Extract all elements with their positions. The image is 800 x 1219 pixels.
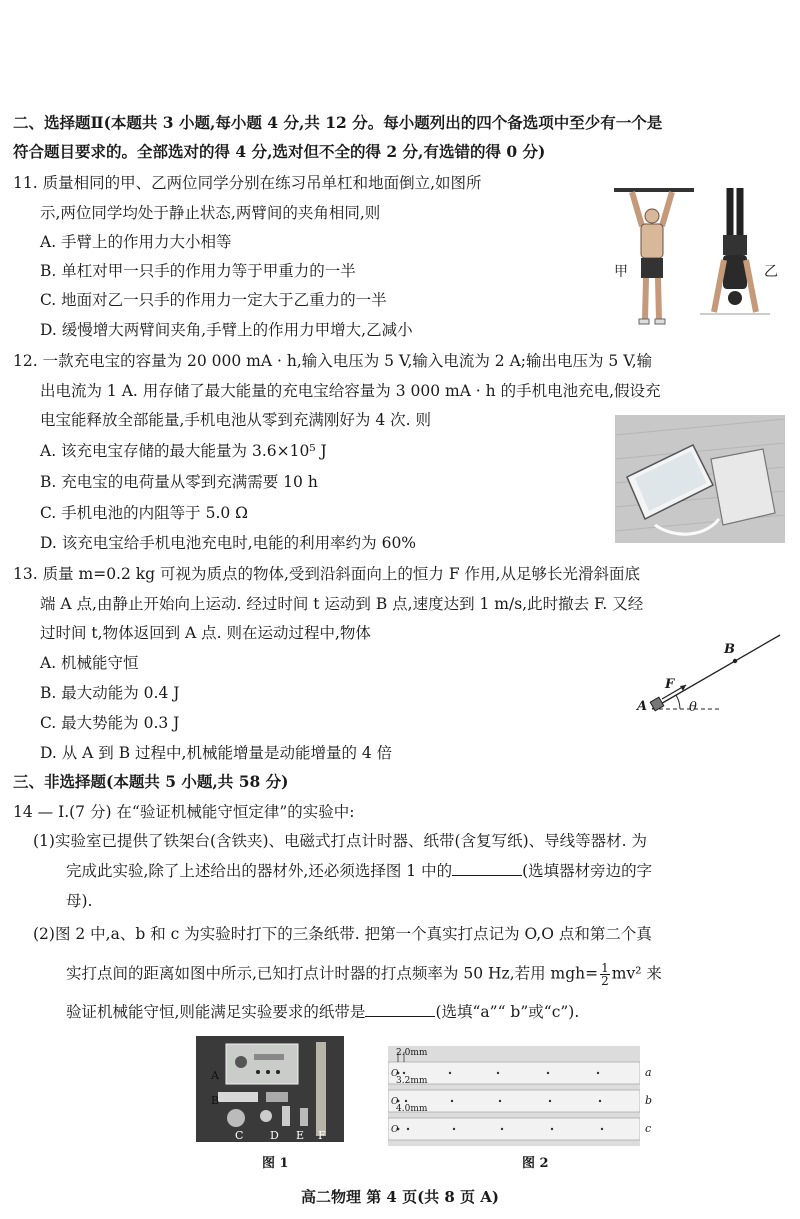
q12-option-b: B. 充电宝的电荷量从零到充满需要 10 h	[40, 473, 318, 491]
q13-fig-label-a: A	[637, 699, 648, 714]
q12-option-d: D. 该充电宝给手机电池充电时,电能的利用率约为 60%	[40, 534, 417, 552]
fig1-label-d: D	[270, 1129, 279, 1142]
q13-fig-label-b: B	[724, 642, 735, 657]
fraction-numerator: 1	[601, 961, 609, 975]
fig1-label-b: B	[211, 1094, 220, 1107]
q11-stem-line2: 示,两位同学均处于静止状态,两臂间的夹角相同,则	[40, 204, 381, 222]
fig1-label-f: F	[318, 1129, 326, 1142]
q13-stem-line2: 端 A 点,由静止开始向上运动. 经过时间 t 运动到 B 点,速度达到 1 m/s,此时撤去 F. 又经	[40, 595, 644, 613]
fig1-label-e: E	[296, 1129, 305, 1142]
q14-part2-line3-text-b: (选填“a”“ b”或“c”).	[435, 1003, 580, 1021]
q14-part1-line2-text-a: 完成此实验,除了上述给出的器材外,还必须选择图 1 中的	[66, 862, 453, 880]
q12-option-a: A. 该充电宝存储的最大能量为 3.6×10⁵ J	[40, 442, 327, 460]
fig2-tape-a-label: a	[645, 1066, 652, 1079]
fig2-tape-a-distance: 2.0mm	[396, 1048, 428, 1058]
q11-option-b: B. 单杠对甲一只手的作用力等于甲重力的一半	[40, 262, 356, 280]
q13-figure-incline	[630, 625, 790, 725]
q12-figure-powerbank-photo	[615, 415, 785, 543]
q12-stem-line2: 出电流为 1 A. 用存储了最大能量的充电宝给容量为 3 000 mA · h 的手机电池充电,假设充	[40, 382, 661, 400]
q11-stem-line1: 11. 质量相同的甲、乙两位同学分别在练习吊单杠和地面倒立,如图所	[13, 174, 482, 192]
q14-title: 14 — Ⅰ.(7 分) 在“验证机械能守恒定律”的实验中:	[13, 803, 355, 821]
fig2-origin-label-b: O	[391, 1097, 399, 1107]
fig1-label-a: A	[211, 1069, 219, 1082]
q14-part2-line2	[66, 962, 662, 987]
q14-part2-line3	[66, 1002, 579, 1022]
q14-part2-line3-text-a: 验证机械能守恒,则能满足实验要求的纸带是	[66, 1003, 366, 1021]
q14-part1-line2	[66, 861, 652, 881]
fig2-caption: 图 2	[522, 1156, 549, 1171]
fig2-tape-c-distance: 4.0mm	[396, 1104, 428, 1114]
q13-fig-label-theta: θ	[689, 700, 697, 715]
fig1-caption: 图 1	[262, 1156, 289, 1171]
q12-option-c: C. 手机电池的内阻等于 5.0 Ω	[40, 504, 249, 522]
q14-part1-line1: (1)实验室已提供了铁架台(含铁夹)、电磁式打点计时器、纸带(含复写纸)、导线等器材. 为	[33, 832, 648, 850]
q14-part2-line1: (2)图 2 中,a、b 和 c 为实验时打下的三条纸带. 把第一个真实打点记为 O,O 点和第二个真	[33, 925, 652, 943]
fig2-tape-c-label: c	[645, 1122, 652, 1135]
q13-fig-label-f: F	[665, 677, 675, 692]
q11-option-c: C. 地面对乙一只手的作用力一定大于乙重力的一半	[40, 291, 387, 309]
fig2-tape-b-distance: 3.2mm	[396, 1076, 428, 1086]
q14-part1-line2-text-b: (选填器材旁边的字	[522, 862, 653, 880]
fig2-tape-b-label: b	[645, 1094, 653, 1107]
q14-part2-line2-text-a: 实打点间的距离如图中所示,已知打点计时器的打点频率为 50 Hz,若用 mgh=	[66, 964, 599, 983]
q14-part1-answer-blank[interactable]	[452, 861, 522, 876]
q11-option-d: D. 缓慢增大两臂间夹角,手臂上的作用力甲增大,乙减小	[40, 321, 413, 339]
q14-part1-line3: 母).	[66, 892, 93, 910]
section2-header-line2: 符合题目要求的。全部选对的得 4 分,选对但不全的得 2 分,有选错的得 0 分)	[13, 142, 546, 161]
q12-stem-line1: 12. 一款充电宝的容量为 20 000 mA · h,输入电压为 5 V,输入电流为 2 A;输出电压为 5 V,输	[13, 352, 653, 370]
page-footer: 高二物理 第 4 页(共 8 页 A)	[300, 1188, 500, 1206]
fig1-label-c: C	[235, 1129, 244, 1142]
q11-figure	[610, 180, 790, 335]
q13-stem-line3: 过时间 t,物体返回到 A 点. 则在运动过程中,物体	[40, 624, 371, 642]
q11-label-jia: 甲	[614, 264, 628, 280]
q14-part2-answer-blank[interactable]	[365, 1002, 435, 1017]
q13-option-b: B. 最大动能为 0.4 J	[40, 684, 180, 702]
q12-stem-line3: 电宝能释放全部能量,手机电池从零到充满刚好为 4 次. 则	[40, 411, 431, 429]
q13-option-a: A. 机械能守恒	[40, 654, 139, 672]
q14-fraction-one-half	[600, 962, 610, 987]
q11-option-a: A. 手臂上的作用力大小相等	[40, 233, 232, 251]
q11-label-yi: 乙	[764, 264, 778, 280]
q13-stem-line1: 13. 质量 m=0.2 kg 可视为质点的物体,受到沿斜面向上的恒力 F 作用,从足够长光滑斜面底	[13, 565, 640, 583]
q14-part2-line2-text-b: mv² 来	[611, 964, 662, 983]
section2-header-line1: 二、选择题Ⅱ(本题共 3 小题,每小题 4 分,共 12 分。每小题列出的四个备选项中至少有一个是	[13, 113, 663, 132]
fraction-denominator: 2	[601, 974, 609, 988]
q13-option-d: D. 从 A 到 B 过程中,机械能增量是动能增量的 4 倍	[40, 744, 393, 762]
q13-option-c: C. 最大势能为 0.3 J	[40, 714, 180, 732]
section3-header: 三、非选择题(本题共 5 小题,共 58 分)	[13, 772, 289, 791]
fig2-origin-label-c: O	[391, 1125, 399, 1135]
fig2-origin-label-a: O	[391, 1069, 399, 1079]
